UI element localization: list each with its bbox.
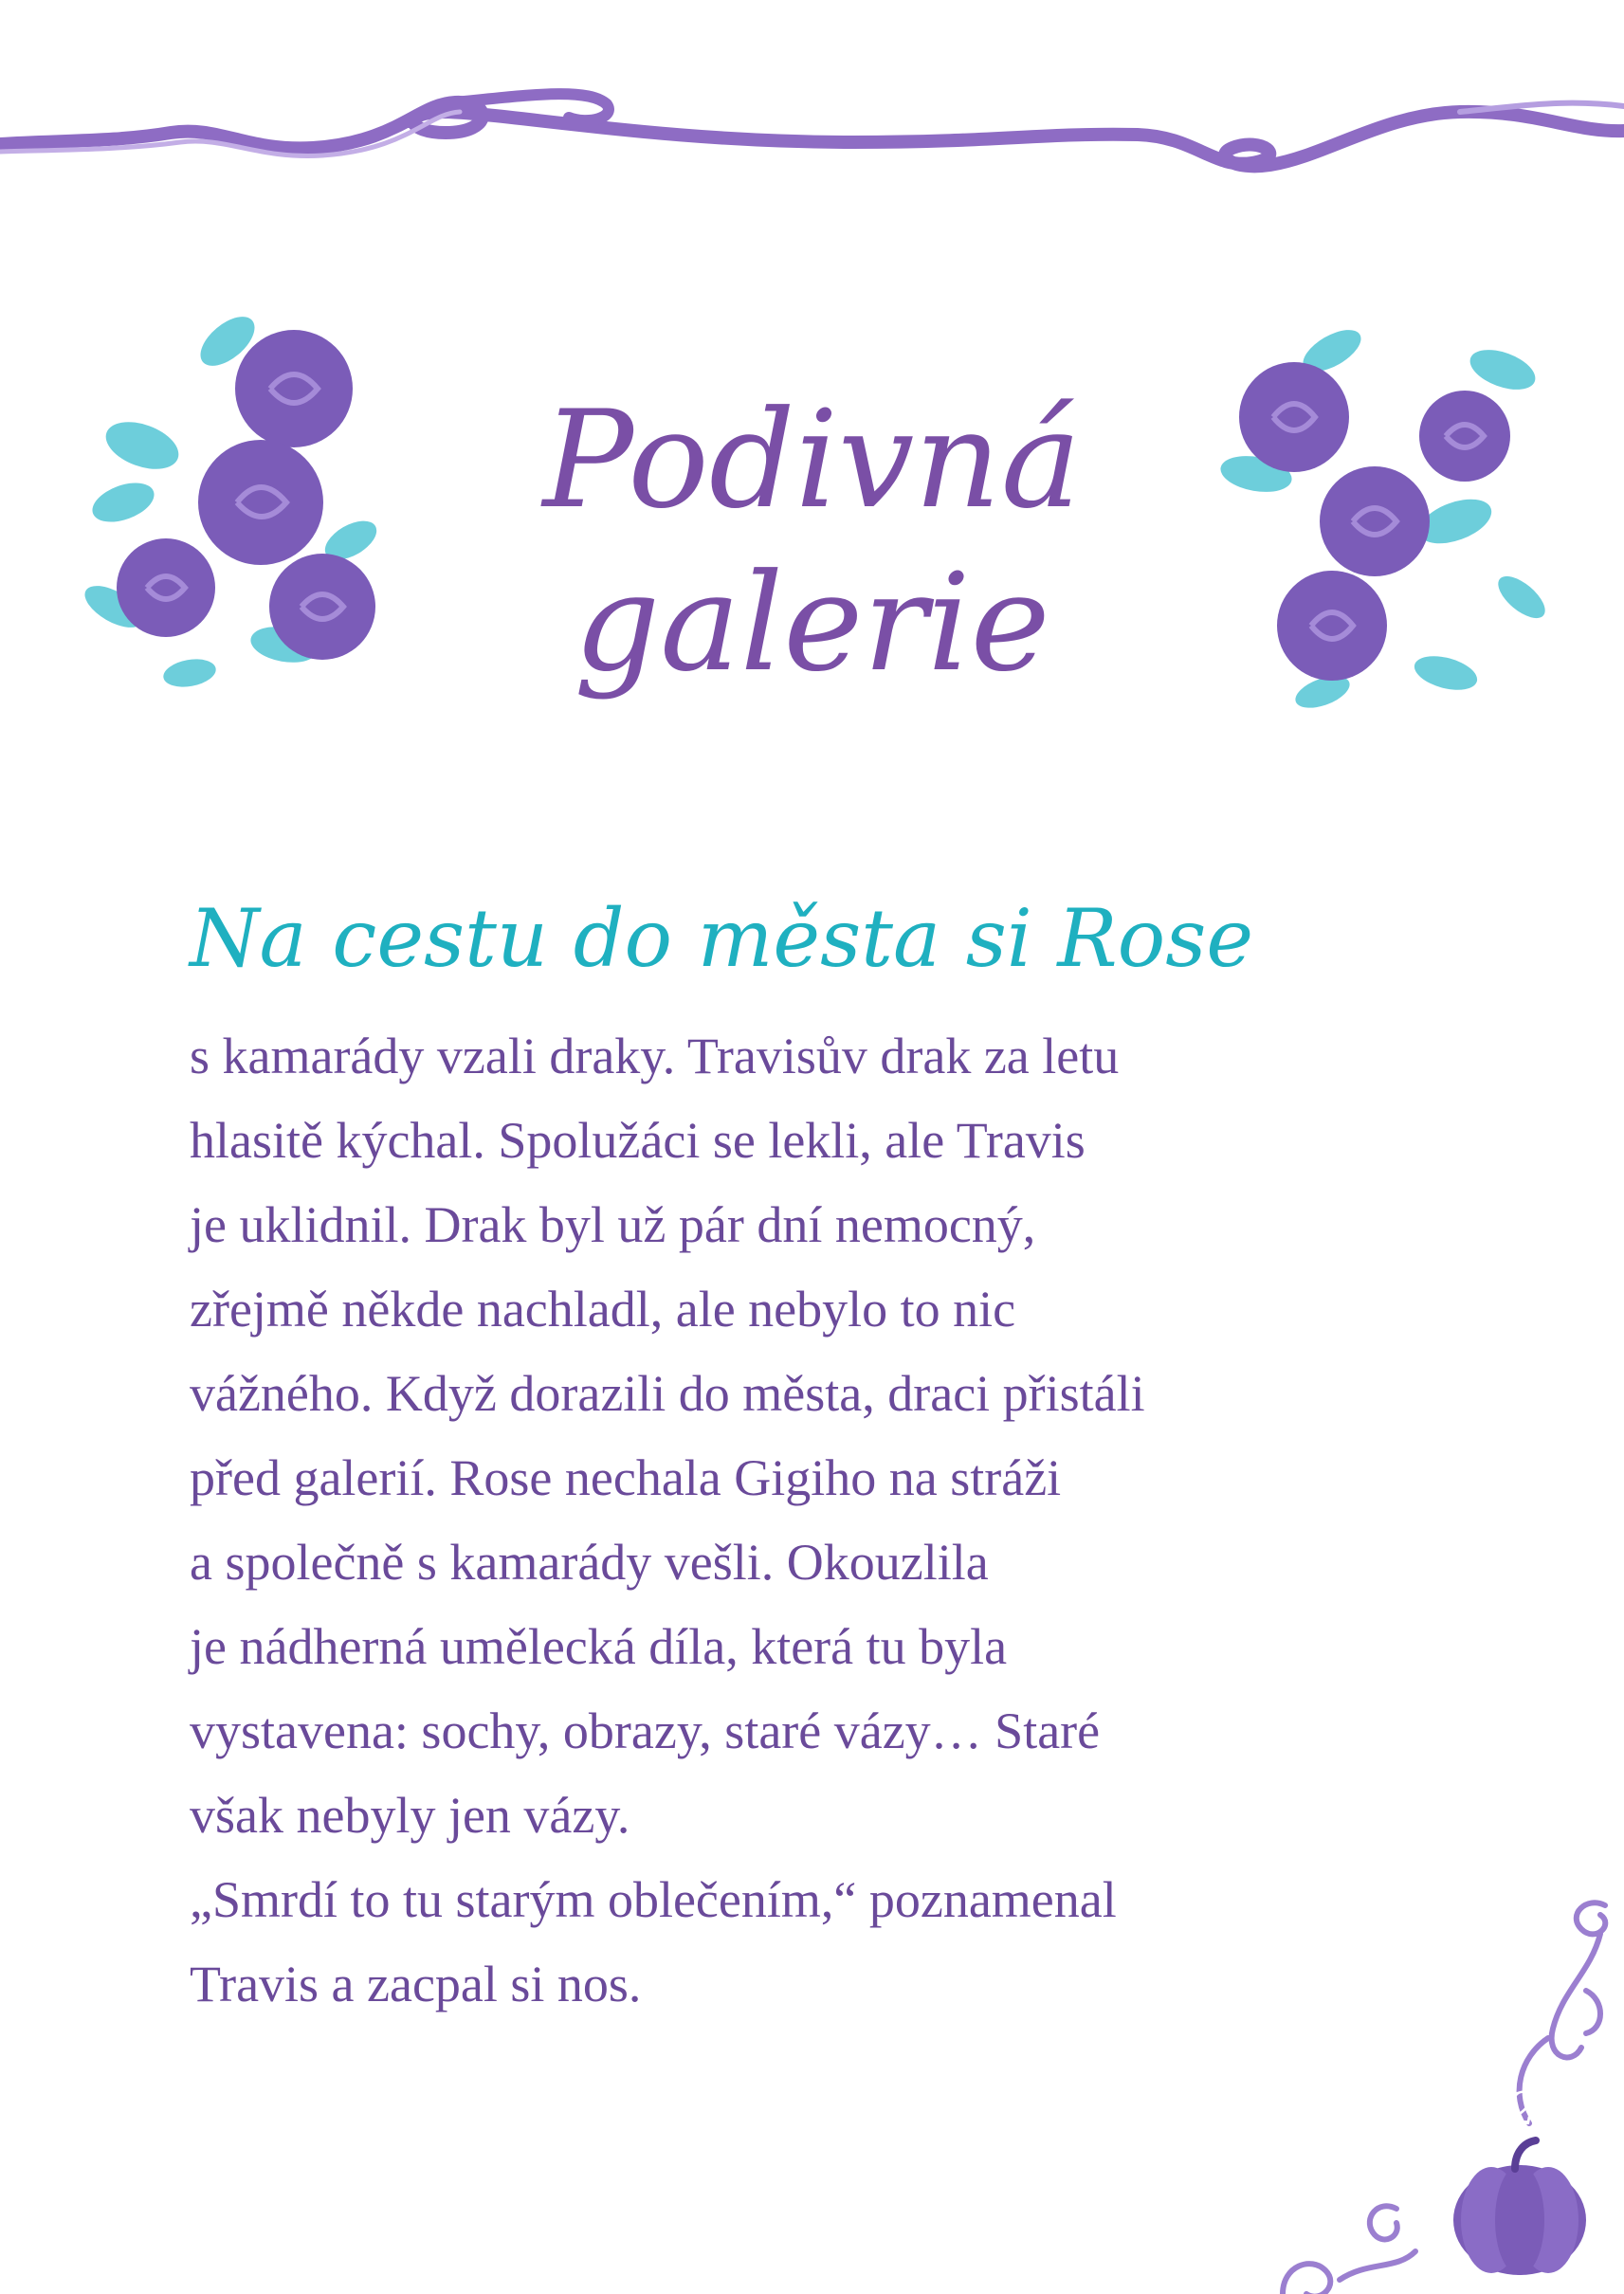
rose-bouquet-right (1218, 313, 1560, 720)
chapter-title-line-2: galerie (574, 545, 1050, 701)
body-line: je uklidnil. Drak byl už pár dní nemocný, (190, 1196, 1036, 1253)
body-line: a společně s kamarády vešli. Okouzlila (190, 1534, 989, 1591)
chapter-title (474, 379, 1150, 705)
body-line: „Smrdí to tu starým oblečením,“ poznamenal (190, 1871, 1117, 1928)
chapter-title-line-1: Podivná (542, 382, 1082, 538)
body-text (190, 1014, 1422, 2027)
body-line: zřejmě někde nachladl, ale nebylo to nic (190, 1281, 1016, 1338)
ribbon-border (0, 0, 1624, 228)
page-number: 127 (1479, 2083, 1566, 2136)
body-line: však nebyly jen vázy. (190, 1787, 630, 1844)
lead-line: Na cestu do města si Rose (190, 892, 1254, 985)
body-line: je nádherná umělecká díla, která tu byla (190, 1618, 1008, 1675)
body-line: vážného. Když dorazili do města, draci přistáli (190, 1365, 1145, 1422)
body-line: před galerií. Rose nechala Gigiho na stráži (190, 1449, 1062, 1506)
pumpkin-icon (1453, 2140, 1586, 2275)
body-line: s kamarády vzali draky. Travisův drak za letu (190, 1028, 1120, 1084)
body-line: hlasitě kýchal. Spolužáci se lekli, ale Travis (190, 1112, 1086, 1169)
rose-bouquet-left (76, 303, 417, 701)
body-line: Travis a zacpal si nos. (190, 1956, 642, 2012)
body-line: vystavena: sochy, obrazy, staré vázy… Staré (190, 1702, 1101, 1759)
